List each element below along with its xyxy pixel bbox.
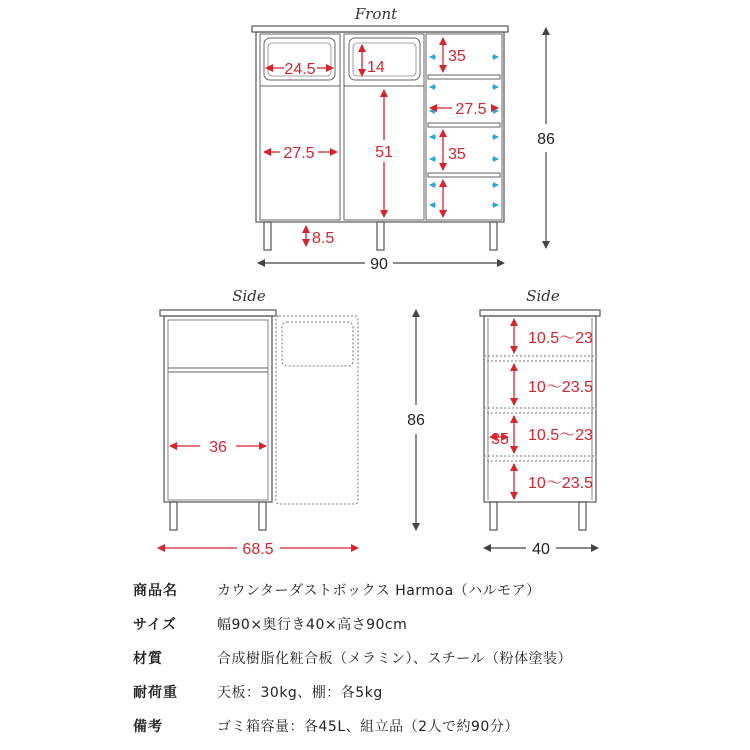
front-view xyxy=(252,5,555,273)
spec-row-material xyxy=(133,641,733,675)
shelf-board xyxy=(484,456,596,461)
shelf-board xyxy=(484,408,596,413)
shelf-board xyxy=(428,75,500,79)
dim-shelf-range-4: 10～23.5 xyxy=(528,475,593,492)
dim-window-width: 24.5 xyxy=(284,61,316,78)
dim-shelf-range-3: 10.5～23 xyxy=(528,427,593,444)
dim-total-width: 90 xyxy=(370,256,388,273)
spec-row-size xyxy=(133,607,733,641)
spec-value: カウンターダストボックス Harmoa（ハルモア） xyxy=(217,583,541,599)
spec-label: 商品名 xyxy=(133,583,178,599)
leg xyxy=(170,502,177,530)
side-body xyxy=(164,316,272,502)
spec-label: 材質 xyxy=(133,651,163,667)
front-view-title: Front xyxy=(354,5,398,23)
side-view-right xyxy=(480,287,600,558)
spec-value: ゴミ箱容量：各45L、組立品（2人で約90分） xyxy=(217,719,519,735)
dim-shelf-middle: 35 xyxy=(448,146,466,163)
leg xyxy=(490,222,497,250)
open-bin-outline xyxy=(276,316,358,504)
dim-total-height: 86 xyxy=(537,131,555,148)
shelf-board xyxy=(484,356,596,361)
side-left-red-dimensions xyxy=(158,446,358,548)
open-bin-window xyxy=(282,322,353,366)
dim-shelf-top: 35 xyxy=(448,48,466,65)
shelf-board xyxy=(428,123,500,127)
side-top-board xyxy=(480,310,600,316)
spec-label: サイズ xyxy=(133,617,177,633)
spec-label: 備考 xyxy=(133,719,163,735)
dim-bin-height: 51 xyxy=(375,144,393,161)
dim-inner-depth: 35 xyxy=(491,431,509,448)
front-top-board xyxy=(252,26,508,32)
side-view-left xyxy=(158,287,425,558)
shelf-board xyxy=(428,173,500,177)
dim-total-depth-open: 68.5 xyxy=(242,541,274,558)
leg xyxy=(579,502,586,530)
leg xyxy=(264,222,271,250)
dim-total-depth: 40 xyxy=(532,541,550,558)
leg xyxy=(259,502,266,530)
dim-shelf-width: 27.5 xyxy=(455,101,487,118)
leg xyxy=(377,222,384,250)
spec-value: 合成樹脂化粧合板（メラミン）、スチール（粉体塗装） xyxy=(217,651,572,667)
dim-leg-height: 8.5 xyxy=(312,230,335,247)
spec-row-load-capacity xyxy=(133,675,733,709)
dim-shelf-range-2: 10～23.5 xyxy=(528,379,593,396)
spec-value: 天板：30kg、棚：各5kg xyxy=(217,685,383,701)
dim-bin-depth: 36 xyxy=(209,439,227,456)
spec-label: 耐荷重 xyxy=(133,685,178,701)
side-right-red-dimensions xyxy=(490,319,514,499)
side-left-title: Side xyxy=(232,287,266,305)
dim-side-total-height: 86 xyxy=(407,412,425,429)
spec-row-notes xyxy=(133,709,733,743)
leg xyxy=(490,502,497,530)
dim-window-height: 14 xyxy=(367,59,385,76)
side-top-board xyxy=(160,310,276,316)
spec-table xyxy=(133,573,733,743)
side-right-title: Side xyxy=(526,287,560,305)
dim-bin-width: 27.5 xyxy=(283,145,315,162)
spec-value: 幅90×奥行き40×高さ90cm xyxy=(217,617,408,633)
dim-shelf-range-1: 10.5～23 xyxy=(528,330,593,347)
spec-row-product-name xyxy=(133,573,733,607)
